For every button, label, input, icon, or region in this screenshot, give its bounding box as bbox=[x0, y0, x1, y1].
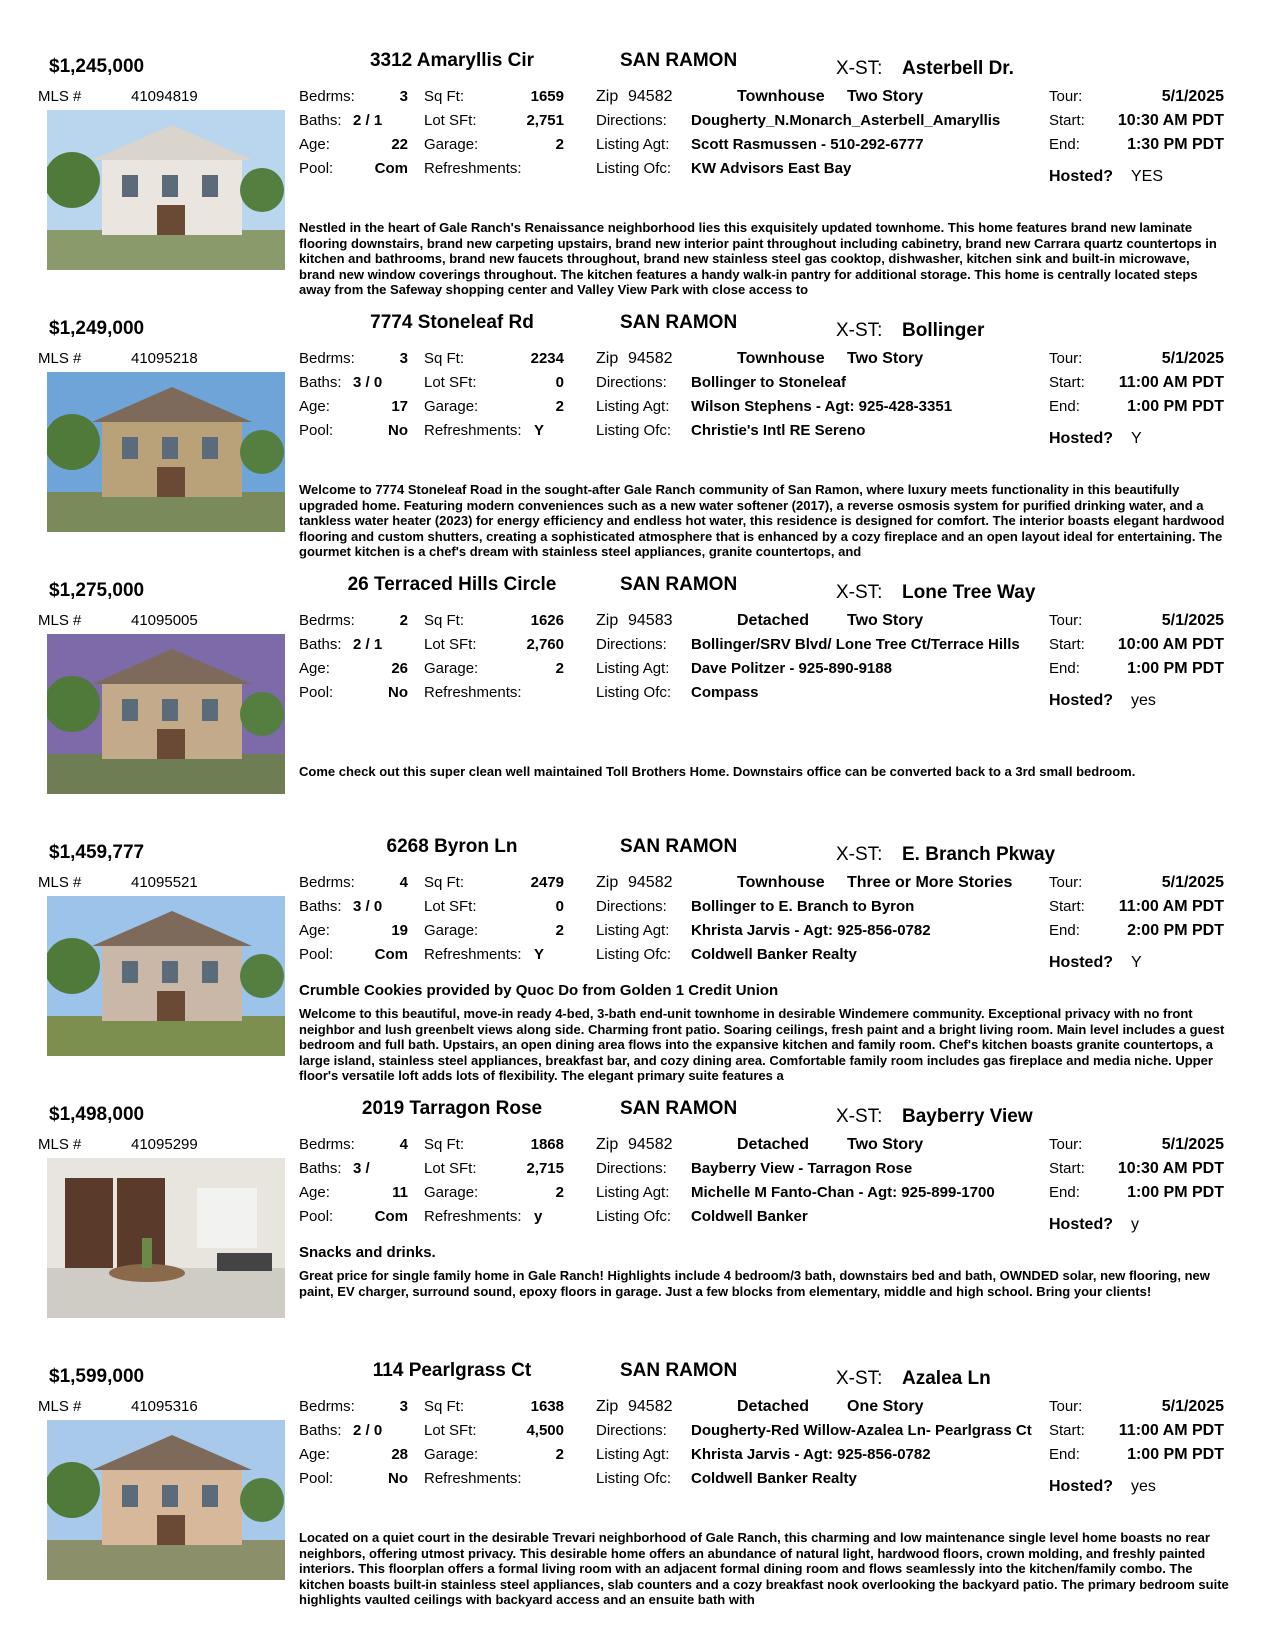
pool-value: No bbox=[388, 684, 408, 701]
refreshments-value: Y bbox=[534, 422, 545, 439]
age-label: Age: bbox=[299, 1184, 330, 1201]
cross-street-label: X-ST: bbox=[836, 1106, 883, 1127]
tour-date: 5/1/2025 bbox=[1161, 1398, 1224, 1415]
listing-price: $1,245,000 bbox=[49, 56, 145, 77]
mls-label: MLS # bbox=[38, 612, 82, 629]
garage-label: Garage: bbox=[424, 136, 479, 153]
lot-sqft-label: Lot SFt: bbox=[424, 898, 477, 915]
directions-value: Bayberry View - Tarragon Rose bbox=[691, 1160, 913, 1177]
house-photo bbox=[47, 372, 285, 532]
property-type: Detached bbox=[737, 612, 810, 629]
bedrooms-value: 2 bbox=[399, 612, 408, 629]
listing-agent-label: Listing Agt: bbox=[596, 136, 670, 153]
listing-address: 3312 Amaryllis Cir bbox=[369, 50, 535, 71]
house-photo bbox=[47, 1420, 285, 1580]
pool-label: Pool: bbox=[299, 684, 334, 701]
start-time: 10:30 AM PDT bbox=[1117, 1160, 1224, 1177]
cross-street: Bollinger bbox=[902, 320, 985, 341]
mls-number: 41095218 bbox=[131, 350, 198, 367]
listing-description: Come check out this super clean well maintained Toll Brothers Home. Downstairs office can be converted back to a 3rd small bedroom. bbox=[299, 764, 1136, 779]
listing-city: SAN RAMON bbox=[620, 1360, 738, 1381]
baths-label: Baths: bbox=[299, 898, 342, 915]
garage-value: 2 bbox=[555, 1446, 564, 1463]
zip-value: 94583 bbox=[628, 612, 673, 629]
listing-agent-label: Listing Agt: bbox=[596, 1446, 670, 1463]
hosted-label: Hosted? bbox=[1049, 168, 1113, 185]
listing-photo[interactable] bbox=[47, 896, 285, 1056]
zip-label: Zip bbox=[596, 612, 619, 629]
listing-office-value: Coldwell Banker bbox=[691, 1208, 808, 1225]
listing-description: Welcome to 7774 Stoneleaf Road in the sought-after Gale Ranch community of San Ramon, where luxury meets functionality in this beautifully upgraded home. Featuring modern conveniences such as a new water softener (2017), a reverse osmosis system for purified drinking water, and a tankless water heater (2023) for energy efficiency and endless hot water, this residence is designed for comfort. The interior boasts elegant hardwood flooring and custom shutters, creating a sophisticated atmosphere that is enhanced by a cozy fireplace and an open layout ideal for entertaining. The gourmet kitchen is a chef's dream with stainless steel appliances, granite countertops, and bbox=[299, 482, 1225, 560]
listing-address: 26 Terraced Hills Circle bbox=[347, 574, 557, 595]
hosted-value: y bbox=[1131, 1216, 1139, 1233]
directions-label: Directions: bbox=[596, 1422, 667, 1439]
age-value: 26 bbox=[391, 660, 408, 677]
directions-label: Directions: bbox=[596, 1160, 667, 1177]
baths-label: Baths: bbox=[299, 636, 342, 653]
garage-label: Garage: bbox=[424, 660, 479, 677]
refreshments-label: Refreshments: bbox=[424, 422, 522, 439]
listing bbox=[0, 312, 1275, 572]
zip-label: Zip bbox=[596, 88, 619, 105]
tour-label: Tour: bbox=[1049, 1136, 1083, 1153]
cross-street-label: X-ST: bbox=[836, 844, 883, 865]
zip-value: 94582 bbox=[628, 1398, 673, 1415]
mls-label: MLS # bbox=[38, 1136, 82, 1153]
listing-agent-value: Dave Politzer - 925-890-9188 bbox=[691, 660, 892, 677]
listing-price: $1,498,000 bbox=[49, 1104, 145, 1125]
listing-price: $1,249,000 bbox=[49, 318, 145, 339]
end-label: End: bbox=[1049, 136, 1080, 153]
bedrms-label: Bedrms: bbox=[299, 612, 355, 629]
lot-sqft-label: Lot SFt: bbox=[424, 1160, 477, 1177]
refreshments-value: y bbox=[534, 1208, 543, 1225]
bedrms-label: Bedrms: bbox=[299, 350, 355, 367]
mls-number: 41095299 bbox=[131, 1136, 198, 1153]
cross-street: Asterbell Dr. bbox=[902, 58, 1014, 79]
listing-city: SAN RAMON bbox=[620, 1098, 738, 1119]
listing-office-value: Coldwell Banker Realty bbox=[691, 1470, 857, 1487]
house-photo bbox=[47, 110, 285, 270]
listing-agent-value: Wilson Stephens - Agt: 925-428-3351 bbox=[691, 398, 953, 415]
end-time: 1:00 PM PDT bbox=[1127, 660, 1224, 677]
listing bbox=[0, 1098, 1275, 1358]
listing bbox=[0, 574, 1275, 834]
mls-number: 41095005 bbox=[131, 612, 198, 629]
property-type: Townhouse bbox=[737, 88, 825, 105]
directions-value: Dougherty-Red Willow-Azalea Ln- Pearlgrass Ct bbox=[691, 1422, 1032, 1439]
mls-number: 41095316 bbox=[131, 1398, 198, 1415]
bedrooms-value: 3 bbox=[399, 1398, 408, 1415]
end-label: End: bbox=[1049, 922, 1080, 939]
property-type: Detached bbox=[737, 1136, 810, 1153]
baths-value: 2 / 0 bbox=[353, 1422, 383, 1439]
property-style: Two Story bbox=[847, 1136, 924, 1153]
end-label: End: bbox=[1049, 1446, 1080, 1463]
listing-address: 2019 Tarragon Rose bbox=[361, 1098, 543, 1119]
end-time: 2:00 PM PDT bbox=[1127, 922, 1224, 939]
listing-office-label: Listing Ofc: bbox=[596, 1208, 672, 1225]
refreshments-label: Refreshments: bbox=[424, 684, 522, 701]
start-time: 11:00 AM PDT bbox=[1118, 1422, 1224, 1439]
end-time: 1:00 PM PDT bbox=[1127, 1446, 1224, 1463]
start-time: 10:30 AM PDT bbox=[1117, 112, 1224, 129]
listing-agent-value: Khrista Jarvis - Agt: 925-856-0782 bbox=[691, 922, 931, 939]
sqft-value: 1659 bbox=[530, 88, 564, 105]
directions-value: Bollinger to Stoneleaf bbox=[691, 374, 847, 391]
baths-value: 2 / 1 bbox=[353, 112, 383, 129]
lot-sqft-label: Lot SFt: bbox=[424, 636, 477, 653]
lot-sqft-label: Lot SFt: bbox=[424, 112, 477, 129]
baths-value: 2 / 1 bbox=[353, 636, 383, 653]
sqft-label: Sq Ft: bbox=[424, 1136, 465, 1153]
end-label: End: bbox=[1049, 660, 1080, 677]
property-style: One Story bbox=[847, 1398, 924, 1415]
end-time: 1:00 PM PDT bbox=[1127, 1184, 1224, 1201]
hosted-label: Hosted? bbox=[1049, 1478, 1113, 1495]
listing bbox=[0, 50, 1275, 310]
cross-street: E. Branch Pkway bbox=[902, 844, 1056, 865]
garage-value: 2 bbox=[555, 922, 564, 939]
start-label: Start: bbox=[1049, 374, 1085, 391]
lot-sqft-label: Lot SFt: bbox=[424, 1422, 477, 1439]
mls-number: 41095521 bbox=[131, 874, 198, 891]
listing-agent-value: Michelle M Fanto-Chan - Agt: 925-899-1700 bbox=[691, 1184, 995, 1201]
directions-value: Bollinger/SRV Blvd/ Lone Tree Ct/Terrace Hills bbox=[691, 636, 1020, 653]
bedrooms-value: 3 bbox=[399, 350, 408, 367]
zip-value: 94582 bbox=[628, 350, 673, 367]
listing-price: $1,459,777 bbox=[49, 842, 145, 863]
mls-label: MLS # bbox=[38, 350, 82, 367]
end-time: 1:30 PM PDT bbox=[1127, 136, 1224, 153]
zip-label: Zip bbox=[596, 350, 619, 367]
age-value: 11 bbox=[392, 1184, 408, 1201]
mls-label: MLS # bbox=[38, 88, 82, 105]
cross-street-label: X-ST: bbox=[836, 58, 883, 79]
garage-value: 2 bbox=[555, 1184, 564, 1201]
listing-city: SAN RAMON bbox=[620, 836, 738, 857]
house-photo bbox=[47, 896, 285, 1056]
sqft-value: 1626 bbox=[530, 612, 564, 629]
listing-city: SAN RAMON bbox=[620, 312, 738, 333]
listing-agent-label: Listing Agt: bbox=[596, 922, 670, 939]
listing-price: $1,599,000 bbox=[49, 1366, 145, 1387]
directions-label: Directions: bbox=[596, 636, 667, 653]
mls-number: 41094819 bbox=[131, 88, 198, 105]
tour-date: 5/1/2025 bbox=[1161, 350, 1224, 367]
listing-description: Located on a quiet court in the desirable Trevari neighborhood of Gale Ranch, this charming and low maintenance single level home boasts no rear neighbors, offering utmost privacy. This desirable home offers an abundance of natural light, hardwood floors, crown molding, and freshly painted interiors. This floorplan offers a formal living room with an adjacent formal dining room and flows seamlessly into the kitchen/family combo. The kitchen boasts built-in stainless steel appliances, slab counters and a cozy breakfast nook overlooking the backyard patio. The primary bedroom suite highlights vaulted ceilings with backyard access and an ensuite bath with bbox=[299, 1530, 1229, 1608]
sqft-value: 2479 bbox=[530, 874, 564, 891]
refreshments-label: Refreshments: bbox=[424, 1208, 522, 1225]
refreshments-label: Refreshments: bbox=[424, 1470, 522, 1487]
listing-agent-value: Scott Rasmussen - 510-292-6777 bbox=[691, 136, 924, 153]
listing-address: 7774 Stoneleaf Rd bbox=[370, 312, 534, 333]
zip-value: 94582 bbox=[628, 88, 673, 105]
listing bbox=[0, 836, 1275, 1096]
listing-description: Nestled in the heart of Gale Ranch's Renaissance neighborhood lies this exquisitely updated townhome. This home features brand new laminate flooring downstairs, brand new carpeting upstairs, brand new interior paint throughout including cabinetry, brand new Carrara quartz countertops in kitchen and bathrooms, brand new faucets throughout, brand new stainless steel gas cooktop, dishwasher, kitchen sink and built-in microwave, brand new window coverings throughout. The kitchen features a handy walk-in pantry for additional storage. This home is centrally located steps away from the Safeway shopping center and Valley View Park with close access to bbox=[299, 220, 1217, 298]
listing-office-value: Compass bbox=[691, 684, 759, 701]
listing-description: Great price for single family home in Gale Ranch! Highlights include 4 bedroom/3 bath, downstairs bed and bath, OWNDED solar, new flooring, new paint, EV charger, surround sound, epoxy floors in garage. Just a few blocks from elementary, middle and high school. Bring your clients! bbox=[299, 1268, 1210, 1299]
pool-label: Pool: bbox=[299, 946, 334, 963]
sqft-label: Sq Ft: bbox=[424, 874, 465, 891]
sqft-value: 1868 bbox=[530, 1136, 564, 1153]
bedrms-label: Bedrms: bbox=[299, 874, 355, 891]
pool-label: Pool: bbox=[299, 422, 334, 439]
baths-value: 3 / 0 bbox=[353, 898, 383, 915]
cross-street-label: X-ST: bbox=[836, 1368, 883, 1389]
tour-date: 5/1/2025 bbox=[1161, 88, 1224, 105]
tour-label: Tour: bbox=[1049, 612, 1083, 629]
sqft-label: Sq Ft: bbox=[424, 1398, 465, 1415]
sqft-value: 1638 bbox=[530, 1398, 564, 1415]
bedrooms-value: 3 bbox=[399, 88, 408, 105]
hosted-value: YES bbox=[1131, 168, 1164, 185]
listing-description: Welcome to this beautiful, move-in ready 4-bed, 3-bath end-unit townhome in desirable Windemere community. Exceptional privacy with no front neighbor and lush greenbelt views along side. Charming front patio. Soaring ceilings, fresh paint and a bright living room. Main level includes a guest bedroom and full bath. Upstairs, an open dining area flows into the expansive kitchen and family room. Chef's kitchen boasts granite countertops, a large island, stainless steel appliances, breakfast bar, and cozy dining area. Comfortable family room includes gas fireplace and media niche. Upper floor's versatile loft adds lots of flexibility. The elegant primary suite features a bbox=[299, 1006, 1225, 1084]
cross-street: Lone Tree Way bbox=[902, 582, 1036, 603]
listing-agent-label: Listing Agt: bbox=[596, 1184, 670, 1201]
tour-label: Tour: bbox=[1049, 1398, 1083, 1415]
age-label: Age: bbox=[299, 1446, 330, 1463]
house-photo bbox=[47, 634, 285, 794]
baths-label: Baths: bbox=[299, 1160, 342, 1177]
start-label: Start: bbox=[1049, 1422, 1085, 1439]
listing-agent-label: Listing Agt: bbox=[596, 660, 670, 677]
listing-photo[interactable] bbox=[47, 372, 285, 532]
start-label: Start: bbox=[1049, 636, 1085, 653]
bedrooms-value: 4 bbox=[399, 1136, 408, 1153]
start-time: 10:00 AM PDT bbox=[1117, 636, 1224, 653]
pool-value: No bbox=[388, 422, 408, 439]
cross-street: Azalea Ln bbox=[902, 1368, 991, 1389]
listing-photo[interactable] bbox=[47, 1420, 285, 1580]
sqft-label: Sq Ft: bbox=[424, 612, 465, 629]
listing-agent-label: Listing Agt: bbox=[596, 398, 670, 415]
baths-label: Baths: bbox=[299, 112, 342, 129]
listing-photo[interactable] bbox=[47, 110, 285, 270]
lot-sqft-value: 0 bbox=[555, 898, 564, 915]
directions-label: Directions: bbox=[596, 374, 667, 391]
baths-label: Baths: bbox=[299, 1422, 342, 1439]
listing-office-label: Listing Ofc: bbox=[596, 684, 672, 701]
listing-agent-value: Khrista Jarvis - Agt: 925-856-0782 bbox=[691, 1446, 931, 1463]
lot-sqft-value: 2,751 bbox=[526, 112, 564, 129]
baths-label: Baths: bbox=[299, 374, 342, 391]
refreshments-label: Refreshments: bbox=[424, 946, 522, 963]
age-value: 17 bbox=[391, 398, 408, 415]
sqft-label: Sq Ft: bbox=[424, 88, 465, 105]
refreshments-label: Refreshments: bbox=[424, 160, 522, 177]
cross-street-label: X-ST: bbox=[836, 582, 883, 603]
tour-label: Tour: bbox=[1049, 350, 1083, 367]
age-label: Age: bbox=[299, 660, 330, 677]
property-type: Detached bbox=[737, 1398, 810, 1415]
directions-value: Bollinger to E. Branch to Byron bbox=[691, 898, 915, 915]
garage-value: 2 bbox=[555, 398, 564, 415]
zip-label: Zip bbox=[596, 1398, 619, 1415]
directions-label: Directions: bbox=[596, 112, 667, 129]
listing-office-label: Listing Ofc: bbox=[596, 422, 672, 439]
end-time: 1:00 PM PDT bbox=[1127, 398, 1224, 415]
listing-address: 114 Pearlgrass Ct bbox=[372, 1360, 532, 1381]
listing-city: SAN RAMON bbox=[620, 50, 738, 71]
directions-label: Directions: bbox=[596, 898, 667, 915]
listing-photo[interactable] bbox=[47, 634, 285, 794]
listing-city: SAN RAMON bbox=[620, 574, 738, 595]
start-label: Start: bbox=[1049, 898, 1085, 915]
lot-sqft-label: Lot SFt: bbox=[424, 374, 477, 391]
hosted-label: Hosted? bbox=[1049, 430, 1113, 447]
property-type: Townhouse bbox=[737, 350, 825, 367]
listing-office-value: Christie's Intl RE Sereno bbox=[691, 422, 866, 439]
pool-value: Com bbox=[374, 946, 408, 963]
garage-value: 2 bbox=[555, 136, 564, 153]
bedrms-label: Bedrms: bbox=[299, 88, 355, 105]
hosted-label: Hosted? bbox=[1049, 692, 1113, 709]
mls-label: MLS # bbox=[38, 1398, 82, 1415]
garage-value: 2 bbox=[555, 660, 564, 677]
pool-value: Com bbox=[374, 160, 408, 177]
pool-value: No bbox=[388, 1470, 408, 1487]
end-label: End: bbox=[1049, 1184, 1080, 1201]
hosted-value: yes bbox=[1131, 1478, 1156, 1495]
age-label: Age: bbox=[299, 922, 330, 939]
age-value: 22 bbox=[391, 136, 408, 153]
bedrms-label: Bedrms: bbox=[299, 1136, 355, 1153]
hosted-value: Y bbox=[1131, 430, 1142, 447]
zip-value: 94582 bbox=[628, 1136, 673, 1153]
sqft-label: Sq Ft: bbox=[424, 350, 465, 367]
hosted-value: Y bbox=[1131, 954, 1142, 971]
garage-label: Garage: bbox=[424, 1446, 479, 1463]
hosted-label: Hosted? bbox=[1049, 1216, 1113, 1233]
listing-note: Crumble Cookies provided by Quoc Do from Golden 1 Credit Union bbox=[299, 982, 779, 999]
start-label: Start: bbox=[1049, 1160, 1085, 1177]
property-style: Two Story bbox=[847, 350, 924, 367]
start-label: Start: bbox=[1049, 112, 1085, 129]
hosted-value: yes bbox=[1131, 692, 1156, 709]
lot-sqft-value: 2,715 bbox=[526, 1160, 564, 1177]
garage-label: Garage: bbox=[424, 398, 479, 415]
garage-label: Garage: bbox=[424, 1184, 479, 1201]
age-value: 19 bbox=[391, 922, 408, 939]
lot-sqft-value: 2,760 bbox=[526, 636, 564, 653]
pool-label: Pool: bbox=[299, 1470, 334, 1487]
zip-value: 94582 bbox=[628, 874, 673, 891]
listing-office-value: Coldwell Banker Realty bbox=[691, 946, 857, 963]
bedrms-label: Bedrms: bbox=[299, 1398, 355, 1415]
property-style: Three or More Stories bbox=[847, 874, 1013, 891]
listing-photo[interactable] bbox=[47, 1158, 285, 1318]
tour-date: 5/1/2025 bbox=[1161, 1136, 1224, 1153]
property-type: Townhouse bbox=[737, 874, 825, 891]
garage-label: Garage: bbox=[424, 922, 479, 939]
tour-label: Tour: bbox=[1049, 88, 1083, 105]
age-label: Age: bbox=[299, 136, 330, 153]
listing-address: 6268 Byron Ln bbox=[386, 836, 518, 857]
lot-sqft-value: 4,500 bbox=[526, 1422, 564, 1439]
tour-date: 5/1/2025 bbox=[1161, 874, 1224, 891]
sqft-value: 2234 bbox=[530, 350, 564, 367]
listing-office-label: Listing Ofc: bbox=[596, 1470, 672, 1487]
listing-office-value: KW Advisors East Bay bbox=[691, 160, 852, 177]
listing-note: Snacks and drinks. bbox=[299, 1244, 436, 1261]
bedrooms-value: 4 bbox=[399, 874, 408, 891]
pool-label: Pool: bbox=[299, 1208, 334, 1225]
lot-sqft-value: 0 bbox=[555, 374, 564, 391]
refreshments-value: Y bbox=[534, 946, 545, 963]
hosted-label: Hosted? bbox=[1049, 954, 1113, 971]
listing-office-label: Listing Ofc: bbox=[596, 946, 672, 963]
pool-value: Com bbox=[374, 1208, 408, 1225]
baths-value: 3 / 0 bbox=[353, 374, 383, 391]
start-time: 11:00 AM PDT bbox=[1118, 898, 1224, 915]
baths-value: 3 / bbox=[353, 1160, 370, 1177]
mls-label: MLS # bbox=[38, 874, 82, 891]
age-value: 28 bbox=[391, 1446, 408, 1463]
start-time: 11:00 AM PDT bbox=[1118, 374, 1224, 391]
property-style: Two Story bbox=[847, 612, 924, 629]
end-label: End: bbox=[1049, 398, 1080, 415]
interior-photo bbox=[47, 1158, 285, 1318]
listing-price: $1,275,000 bbox=[49, 580, 145, 601]
zip-label: Zip bbox=[596, 1136, 619, 1153]
listing-office-label: Listing Ofc: bbox=[596, 160, 672, 177]
age-label: Age: bbox=[299, 398, 330, 415]
directions-value: Dougherty_N.Monarch_Asterbell_Amaryllis bbox=[691, 112, 1001, 129]
pool-label: Pool: bbox=[299, 160, 334, 177]
cross-street: Bayberry View bbox=[902, 1106, 1033, 1127]
tour-date: 5/1/2025 bbox=[1161, 612, 1224, 629]
property-style: Two Story bbox=[847, 88, 924, 105]
cross-street-label: X-ST: bbox=[836, 320, 883, 341]
listing bbox=[0, 1360, 1275, 1620]
zip-label: Zip bbox=[596, 874, 619, 891]
tour-label: Tour: bbox=[1049, 874, 1083, 891]
